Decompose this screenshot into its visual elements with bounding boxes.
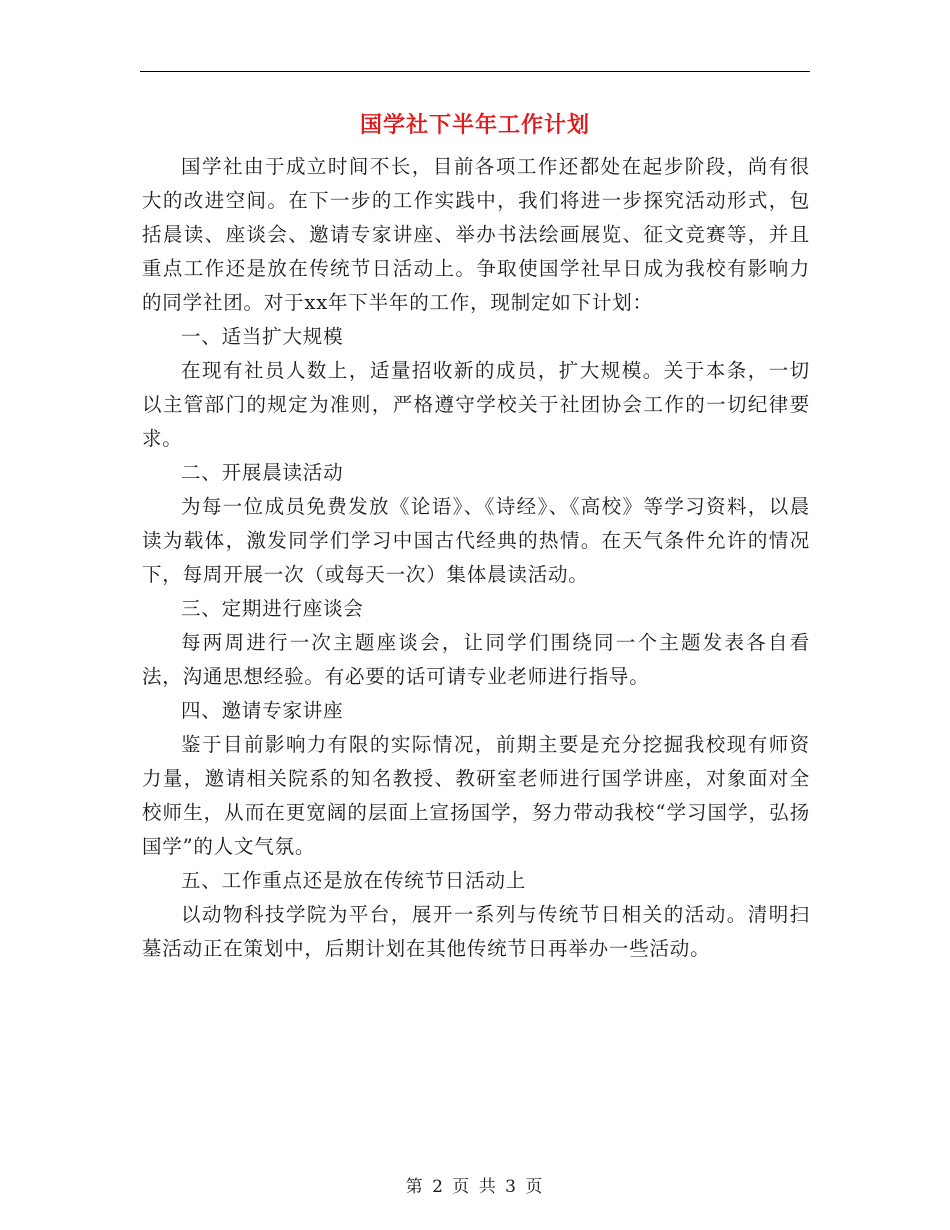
page-number: 第 2 页 共 3 页 bbox=[405, 1177, 545, 1197]
section-heading-2: 二、开展晨读活动 bbox=[181, 461, 344, 484]
section-body-5: 以动物科技学院为平台，展开一系列与传统节日相关的活动。清明扫墓活动正在策划中，后期计划在其他传统节日再举办一些活动。 bbox=[142, 903, 810, 960]
intro-paragraph: 国学社由于成立时间不长，目前各项工作还都处在起步阶段，尚有很大的改进空间。在下一步的工作实践中，我们将进一步探究活动形式，包括晨读、座谈会、邀请专家讲座、举办书法绘画展览、征文竞赛等，并且重点工作还是放在传统节日活动上。争取使国学社早日成为我校有影响力的同学社团。对于xx年下半年的工作，现制定如下计划： bbox=[142, 155, 810, 314]
section-heading-3: 三、定期进行座谈会 bbox=[181, 597, 364, 620]
header-rule bbox=[140, 71, 810, 72]
page-title: 国学社下半年工作计划 bbox=[359, 112, 590, 138]
section-heading-5: 五、工作重点还是放在传统节日活动上 bbox=[181, 869, 527, 892]
section-body-1: 在现有社员人数上，适量招收新的成员，扩大规模。关于本条，一切以主管部门的规定为准则，严格遵守学校关于社团协会工作的一切纪律要求。 bbox=[142, 359, 810, 450]
section-heading-1: 一、适当扩大规模 bbox=[181, 325, 344, 348]
section-body-4: 鉴于目前影响力有限的实际情况，前期主要是充分挖掘我校现有师资力量，邀请相关院系的知名教授、教研室老师进行国学讲座，对象面对全校师生，从而在更宽阔的层面上宣扬国学，努力带动我校“学习国学，弘扬国学”的人文气氛。 bbox=[142, 733, 810, 858]
section-body-2: 为每一位成员免费发放《论语》、《诗经》、《高校》等学习资料，以晨读为载体，激发同学们学习中国古代经典的热情。在天气条件允许的情况下，每周开展一次（或每天一次）集体晨读活动。 bbox=[142, 495, 810, 586]
section-body-3: 每两周进行一次主题座谈会，让同学们围绕同一个主题发表各自看法，沟通思想经验。有必要的话可请专业老师进行指导。 bbox=[142, 631, 810, 688]
section-heading-4: 四、邀请专家讲座 bbox=[181, 699, 344, 722]
document-body bbox=[142, 150, 810, 966]
